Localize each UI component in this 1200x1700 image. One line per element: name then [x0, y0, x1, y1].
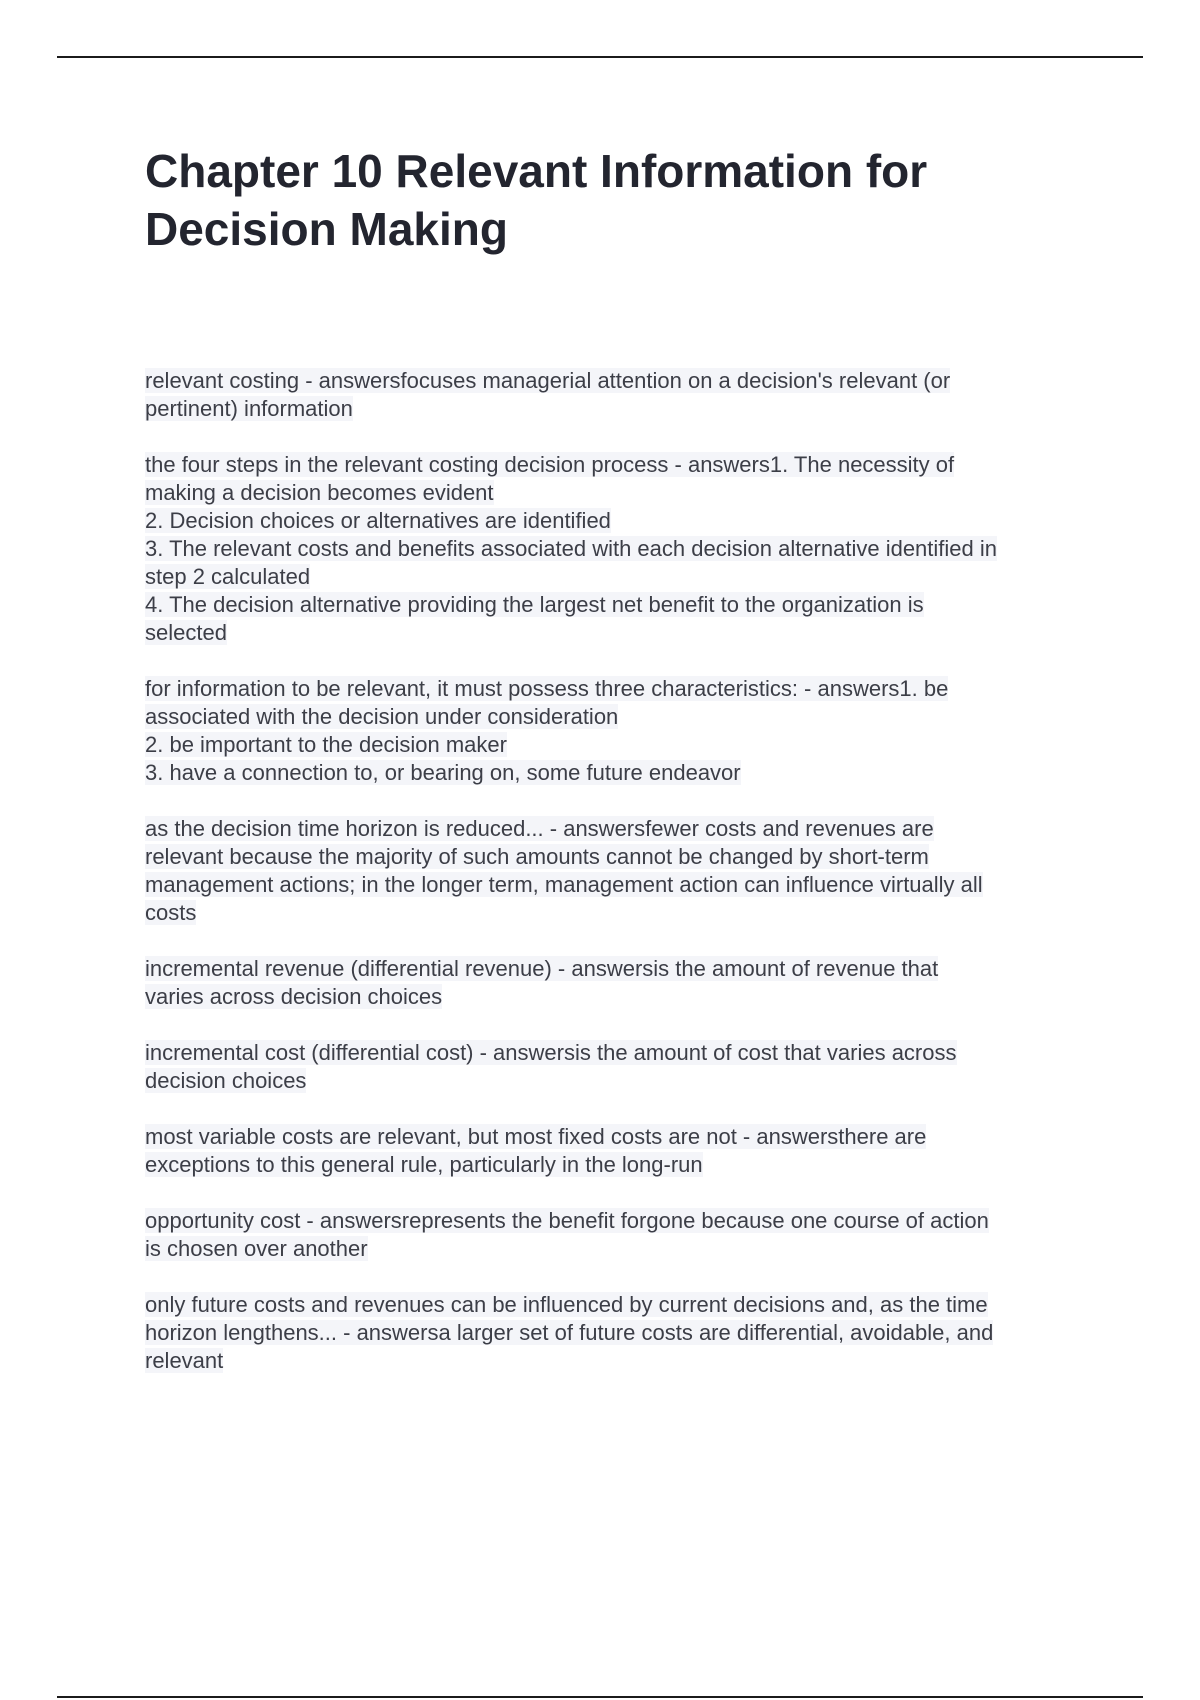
entry-text-line [145, 871, 1085, 899]
entry-text-line [145, 1347, 1085, 1375]
entry-text-line [145, 815, 1085, 843]
entry-text-line [145, 535, 1085, 563]
flashcard-entry [145, 451, 1085, 647]
entry-text: incremental revenue (differential revenue) - answersis the amount of revenue that [145, 956, 939, 981]
entry-text-line [145, 451, 1085, 479]
entry-text-line [145, 955, 1085, 983]
entry-text: the four steps in the relevant costing decision process - answers1. The necessity of [145, 452, 955, 477]
entry-text-line [145, 759, 1085, 787]
entry-text: relevant because the majority of such amounts cannot be changed by short-term [145, 844, 929, 869]
entry-text-line [145, 703, 1085, 731]
entry-text: relevant costing - answersfocuses managerial attention on a decision's relevant (or [145, 368, 951, 393]
entry-text: selected [145, 620, 227, 645]
flashcard-entry [145, 675, 1085, 787]
entry-text: varies across decision choices [145, 984, 443, 1009]
entry-text-line [145, 1291, 1085, 1319]
entry-text: for information to be relevant, it must possess three characteristics: - answers1. be [145, 676, 949, 701]
entry-text-line [145, 591, 1085, 619]
entry-text: is chosen over another [145, 1236, 368, 1261]
entry-text: 2. Decision choices or alternatives are identified [145, 508, 611, 533]
entry-text-line [145, 1151, 1085, 1179]
flashcard-entry [145, 1039, 1085, 1095]
flashcard-entry [145, 367, 1085, 423]
entry-text-line [145, 843, 1085, 871]
entry-text: decision choices [145, 1068, 307, 1093]
entry-text: 2. be important to the decision maker [145, 732, 507, 757]
page-title: Chapter 10 Relevant Information for Decision Making [145, 145, 928, 255]
entry-text-line [145, 1207, 1085, 1235]
entry-text: incremental cost (differential cost) - answersis the amount of cost that varies across [145, 1040, 957, 1065]
entry-text: most variable costs are relevant, but most fixed costs are not - answersthere are [145, 1124, 927, 1149]
entry-text: horizon lengthens... - answersa larger set of future costs are differential, avoidable, and [145, 1320, 994, 1345]
entry-text: opportunity cost - answersrepresents the benefit forgone because one course of action [145, 1208, 989, 1233]
entry-text: as the decision time horizon is reduced... - answersfewer costs and revenues are [145, 816, 934, 841]
entry-text: 4. The decision alternative providing the largest net benefit to the organization is [145, 592, 924, 617]
entry-text-line [145, 731, 1085, 759]
entry-text-line [145, 563, 1085, 591]
entry-text-line [145, 1319, 1085, 1347]
entry-text: relevant [145, 1348, 224, 1373]
flashcard-list [145, 367, 1085, 1403]
flashcard-entry [145, 1123, 1085, 1179]
entry-text: 3. have a connection to, or bearing on, some future endeavor [145, 760, 741, 785]
entry-text-line [145, 507, 1085, 535]
entry-text: making a decision becomes evident [145, 480, 494, 505]
flashcard-entry [145, 955, 1085, 1011]
entry-text-line [145, 395, 1085, 423]
top-divider [57, 56, 1143, 58]
entry-text-line [145, 899, 1085, 927]
flashcard-entry [145, 815, 1085, 927]
entry-text-line [145, 1067, 1085, 1095]
flashcard-entry [145, 1207, 1085, 1263]
flashcard-entry [145, 1291, 1085, 1375]
entry-text: associated with the decision under consideration [145, 704, 619, 729]
entry-text: only future costs and revenues can be influenced by current decisions and, as the time [145, 1292, 988, 1317]
entry-text: costs [145, 900, 197, 925]
entry-text: management actions; in the longer term, management action can influence virtually all [145, 872, 983, 897]
entry-text-line [145, 367, 1085, 395]
entry-text-line [145, 1039, 1085, 1067]
entry-text-line [145, 675, 1085, 703]
entry-text-line [145, 1235, 1085, 1263]
entry-text: pertinent) information [145, 396, 353, 421]
entry-text-line [145, 619, 1085, 647]
entry-text-line [145, 479, 1085, 507]
bottom-divider [57, 1696, 1143, 1698]
entry-text-line [145, 1123, 1085, 1151]
entry-text: step 2 calculated [145, 564, 311, 589]
entry-text: exceptions to this general rule, particularly in the long-run [145, 1152, 703, 1177]
entry-text-line [145, 983, 1085, 1011]
entry-text: 3. The relevant costs and benefits associated with each decision alternative identified in [145, 536, 997, 561]
